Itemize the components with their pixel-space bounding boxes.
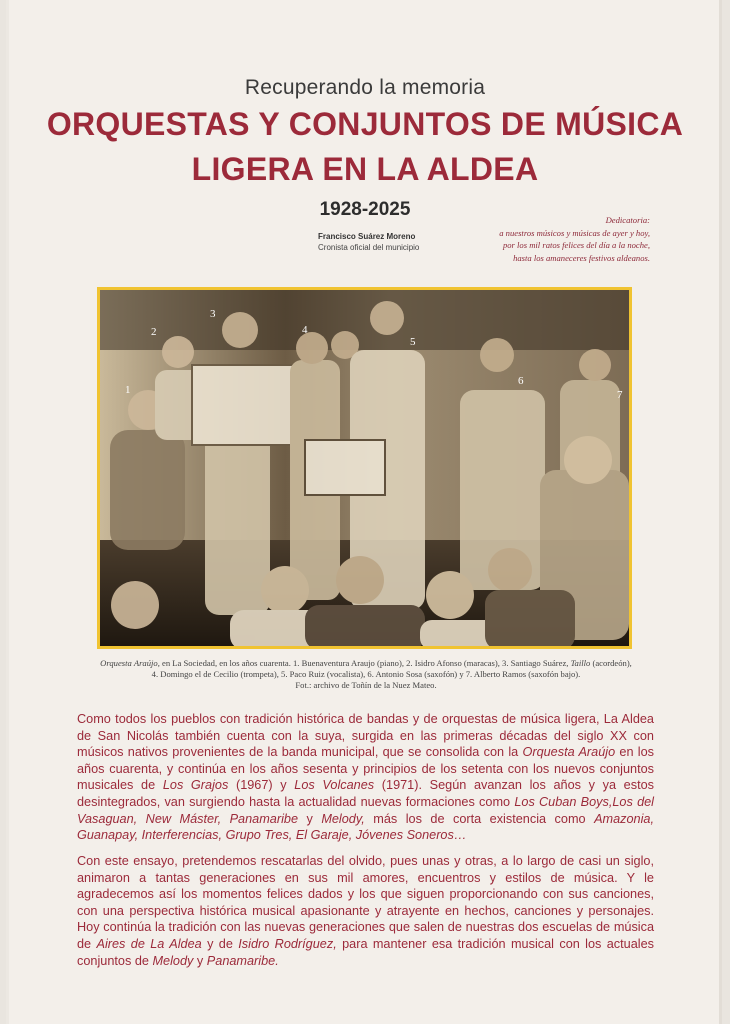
body-paragraph-2 — [77, 853, 654, 969]
group-name: Los Grajos — [162, 778, 229, 793]
paragraph-text: en los años cuarenta, y continúa en los años sesenta y principios de los setenta con los nuevos conjuntos musicales de — [77, 745, 655, 793]
group-name: Los Volcanes — [294, 778, 375, 793]
section-kicker: Recuperando la memoria — [244, 76, 486, 99]
dedication-line: a nuestros músicos y músicas de ayer y hoy, — [499, 227, 650, 238]
svg-text:7: 7 — [617, 389, 623, 401]
dedication — [430, 214, 650, 264]
school-name: Isidro Rodríguez, — [238, 936, 337, 951]
paragraph-text: y — [298, 811, 322, 826]
caption-nickname: Taillo — [570, 658, 591, 668]
group-name: Melody — [152, 953, 194, 968]
dedication-line: por los mil ratos felices del día a la noche, — [502, 240, 650, 250]
svg-text:5: 5 — [410, 336, 416, 348]
page-title-line-1: ORQUESTAS Y CONJUNTOS DE MÚSICA — [46, 106, 684, 142]
svg-text:6: 6 — [518, 375, 524, 387]
svg-text:2: 2 — [151, 326, 157, 338]
svg-text:4: 4 — [302, 324, 308, 336]
paragraph-text: Con este ensayo, pretendemos rescatarlas del olvido, pues unas y otras, a lo largo de casi un siglo, animaron a tantas generaciones en sus mil amores, encuentros y estilos de música. Y le agradecemos así los momentos felices dados y los que siguen proporcionando con sus canciones, con una perspectiva histórica musical apasionante y atrayente en hechos, canciones y personajes. Hoy continúa la tradición con las nuevas generaciones que salen de nuestras dos escuelas de música de — [77, 854, 654, 951]
svg-text:1: 1 — [125, 384, 131, 396]
group-name: Melody, — [321, 811, 365, 826]
caption-orchestra-name: Orquesta Araújo — [100, 658, 158, 668]
photo-caption — [96, 658, 636, 691]
orchestra-photo-image — [100, 290, 629, 646]
body-paragraph-1 — [77, 711, 654, 844]
svg-text:3: 3 — [210, 308, 216, 320]
group-name: Panamaribe. — [206, 953, 279, 968]
paragraph-text: para mantener esa tradición musical con los actuales conjuntos de — [77, 936, 655, 968]
orchestra-name: Orquesta Araújo — [522, 745, 616, 760]
paragraph-text: Como todos los pueblos con tradición histórica de bandas y de orquestas de música ligera, La Aldea de San Nicolás también cuenta con la suya, surgida en las primeras décadas del siglo XX con músicos nativos provenientes de la banda municipal, que se consolida con la — [77, 712, 654, 760]
school-name: Aires de La Aldea — [96, 936, 202, 951]
dedication-heading: Dedicatoria: — [605, 215, 650, 225]
paragraph-text: (1971). Según avanzan los años y ya estos desintegrados, van surgiendo hasta la actualidad nuevas formaciones como — [77, 778, 655, 809]
orchestra-photo — [97, 287, 632, 649]
dedication-line: hasta los amaneceres festivos aldeanos. — [513, 252, 650, 263]
paragraph-text: y — [193, 953, 207, 968]
years-range: 1928-2025 — [319, 199, 411, 220]
paragraph-text: y de — [201, 936, 239, 951]
page-title-line-2: LIGERA EN LA ALDEA — [191, 151, 539, 187]
caption-text: (acordeón), 4. Domingo el de Cecilio (trompeta), 5. Paco Ruiz (vocalista), 6. Antonio Sosa (saxofón) y 7. Alberto Ramos (saxofón bajo). — [151, 658, 632, 679]
paragraph-text: (1967) y — [228, 778, 295, 793]
group-names: Amazonia, Guanapay, Interferencias, Grupo Tres, El Garaje, Jóvenes Soneros… — [77, 811, 655, 843]
caption-credit: Fot.: archivo de Toñín de la Nuez Mateo. — [295, 680, 437, 690]
caption-text: , en La Sociedad, en los años cuarenta. 1. Buenaventura Araujo (piano), 2. Isidro Afonso (maracas), 3. Santiago Suárez, — [157, 658, 571, 668]
author-role: Cronista oficial del municipio — [318, 243, 420, 252]
group-names: Los Cuban Boys,Los del Vasaguan, New Máster, Panamaribe — [77, 794, 654, 826]
paragraph-text: más los de corta existencia como — [364, 811, 595, 826]
author-name: Francisco Suárez Moreno — [318, 232, 416, 241]
